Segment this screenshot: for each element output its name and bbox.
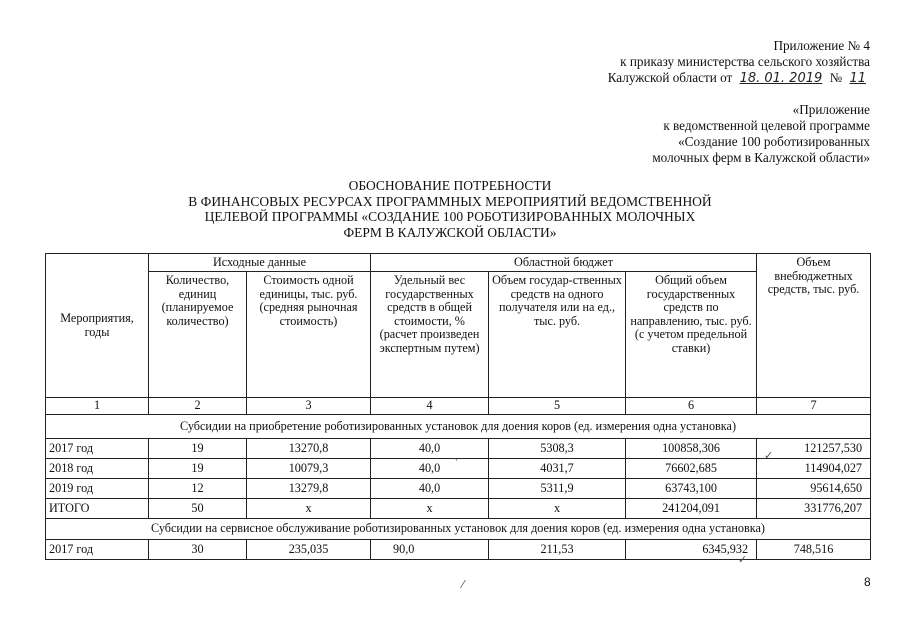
header-per-recipient: Объем государ-ственных средств на одного получателя или на ед., тыс. руб. — [489, 272, 626, 398]
cell-cost: 235,035 — [247, 540, 371, 560]
cell-share: 40,0 — [371, 459, 489, 479]
cell-per-recipient: 5311,9 — [489, 479, 626, 499]
cell-year: 2017 год — [46, 439, 149, 459]
header-quantity: Количество, единиц (планируемое количество) — [149, 272, 247, 398]
prior-appendix-header — [652, 102, 870, 166]
prior-appendix-line1: «Приложение — [792, 102, 870, 117]
cell-share: 40,0 — [371, 479, 489, 499]
title-line3: ЦЕЛЕВОЙ ПРОГРАММЫ «СОЗДАНИЕ 100 РОБОТИЗИРОВАННЫХ МОЛОЧНЫХ — [204, 209, 696, 224]
cell-year: 2019 год — [46, 479, 149, 499]
number-label: № — [829, 70, 843, 85]
cell-year: 2018 год — [46, 459, 149, 479]
table-row-total — [46, 499, 871, 519]
pen-stroke-icon: ˎ — [454, 448, 460, 461]
cell-offbudget: 95614,650 — [757, 479, 871, 499]
cell-total: 76602,685 — [626, 459, 757, 479]
cell-total: 241204,091 — [626, 499, 757, 519]
handwritten-number: 11 — [849, 71, 866, 86]
prior-appendix-line3: «Создание 100 роботизированных — [678, 134, 870, 149]
check-mark-icon: ✓ — [764, 449, 774, 462]
cell-offbudget: 114904,027 — [757, 459, 871, 479]
header-group-source: Исходные данные — [149, 254, 371, 272]
header-share: Удельный вес государственных средств в общей стоимости, % (расчет произведен экспертным путем) — [371, 272, 489, 398]
header-events: Мероприятия, годы — [46, 254, 149, 398]
cell-per-recipient: х — [489, 499, 626, 519]
header-cost: Стоимость одной единицы, тыс. руб. (средняя рыночная стоимость) — [247, 272, 371, 398]
pen-stroke-icon: ⁄ — [462, 578, 464, 591]
cell-quantity: 19 — [149, 439, 247, 459]
column-numbers-row — [46, 398, 871, 415]
cell-share: 90,0 — [371, 540, 489, 560]
document-title — [150, 178, 750, 240]
header-group-regional: Областной бюджет — [371, 254, 757, 272]
column-number: 7 — [757, 398, 871, 415]
section-title: Субсидии на приобретение роботизированных установок для доения коров (ед. измерения одна установка) — [46, 415, 871, 439]
header-offbudget: Объем внебюджетных средств, тыс. руб. — [757, 254, 871, 398]
handwritten-date: 18. 01. 2019 — [739, 71, 823, 86]
cell-share: 40,0 — [371, 439, 489, 459]
prior-appendix-line4: молочных ферм в Калужской области» — [652, 150, 870, 165]
resource-table — [45, 253, 871, 560]
cell-cost: х — [247, 499, 371, 519]
cell-per-recipient: 5308,3 — [489, 439, 626, 459]
page-number: 8 — [864, 575, 871, 589]
table-row — [46, 459, 871, 479]
cell-per-recipient: 211,53 — [489, 540, 626, 560]
title-line2: В ФИНАНСОВЫХ РЕСУРСАХ ПРОГРАММНЫХ МЕРОПРИЯТИЙ ВЕДОМСТВЕННОЙ — [188, 193, 712, 209]
appendix-line1: Приложение № 4 — [773, 38, 870, 53]
cell-year: 2017 год — [46, 540, 149, 560]
title-line4: ФЕРМ В КАЛУЖСКОЙ ОБЛАСТИ» — [343, 224, 557, 240]
title-line1: ОБОСНОВАНИЕ ПОТРЕБНОСТИ — [348, 178, 552, 193]
appendix-line3-prefix: Калужской области от — [607, 70, 733, 85]
cell-total: 6345,932 — [626, 540, 757, 560]
column-number: 5 — [489, 398, 626, 415]
cell-quantity: 19 — [149, 459, 247, 479]
column-number: 2 — [149, 398, 247, 415]
cell-cost: 13279,8 — [247, 479, 371, 499]
cell-total: 63743,100 — [626, 479, 757, 499]
header-total: Общий объем государственных средств по направлению, тыс. руб. (с учетом предельной ставки) — [626, 272, 757, 398]
cell-cost: 13270,8 — [247, 439, 371, 459]
cell-quantity: 50 — [149, 499, 247, 519]
cell-offbudget: 748,516 — [757, 540, 871, 560]
cell-share: х — [371, 499, 489, 519]
column-number: 3 — [247, 398, 371, 415]
column-number: 4 — [371, 398, 489, 415]
cell-total: 100858,306 — [626, 439, 757, 459]
column-number: 6 — [626, 398, 757, 415]
cell-year: ИТОГО — [46, 499, 149, 519]
appendix-line2: к приказу министерства сельского хозяйства — [620, 54, 870, 69]
table-row — [46, 479, 871, 499]
appendix-header — [608, 38, 870, 87]
section-title: Субсидии на сервисное обслуживание роботизированных установок для доения коров (ед. измерения одна установка) — [46, 519, 871, 540]
cell-offbudget: 121257,530 — [757, 439, 871, 459]
prior-appendix-line2: к ведомственной целевой программе — [663, 118, 870, 133]
appendix-line3 — [608, 70, 870, 87]
column-number: 1 — [46, 398, 149, 415]
check-mark-icon: ✓ — [738, 553, 748, 566]
cell-cost: 10079,3 — [247, 459, 371, 479]
cell-per-recipient: 4031,7 — [489, 459, 626, 479]
cell-offbudget: 331776,207 — [757, 499, 871, 519]
cell-quantity: 30 — [149, 540, 247, 560]
cell-quantity: 12 — [149, 479, 247, 499]
